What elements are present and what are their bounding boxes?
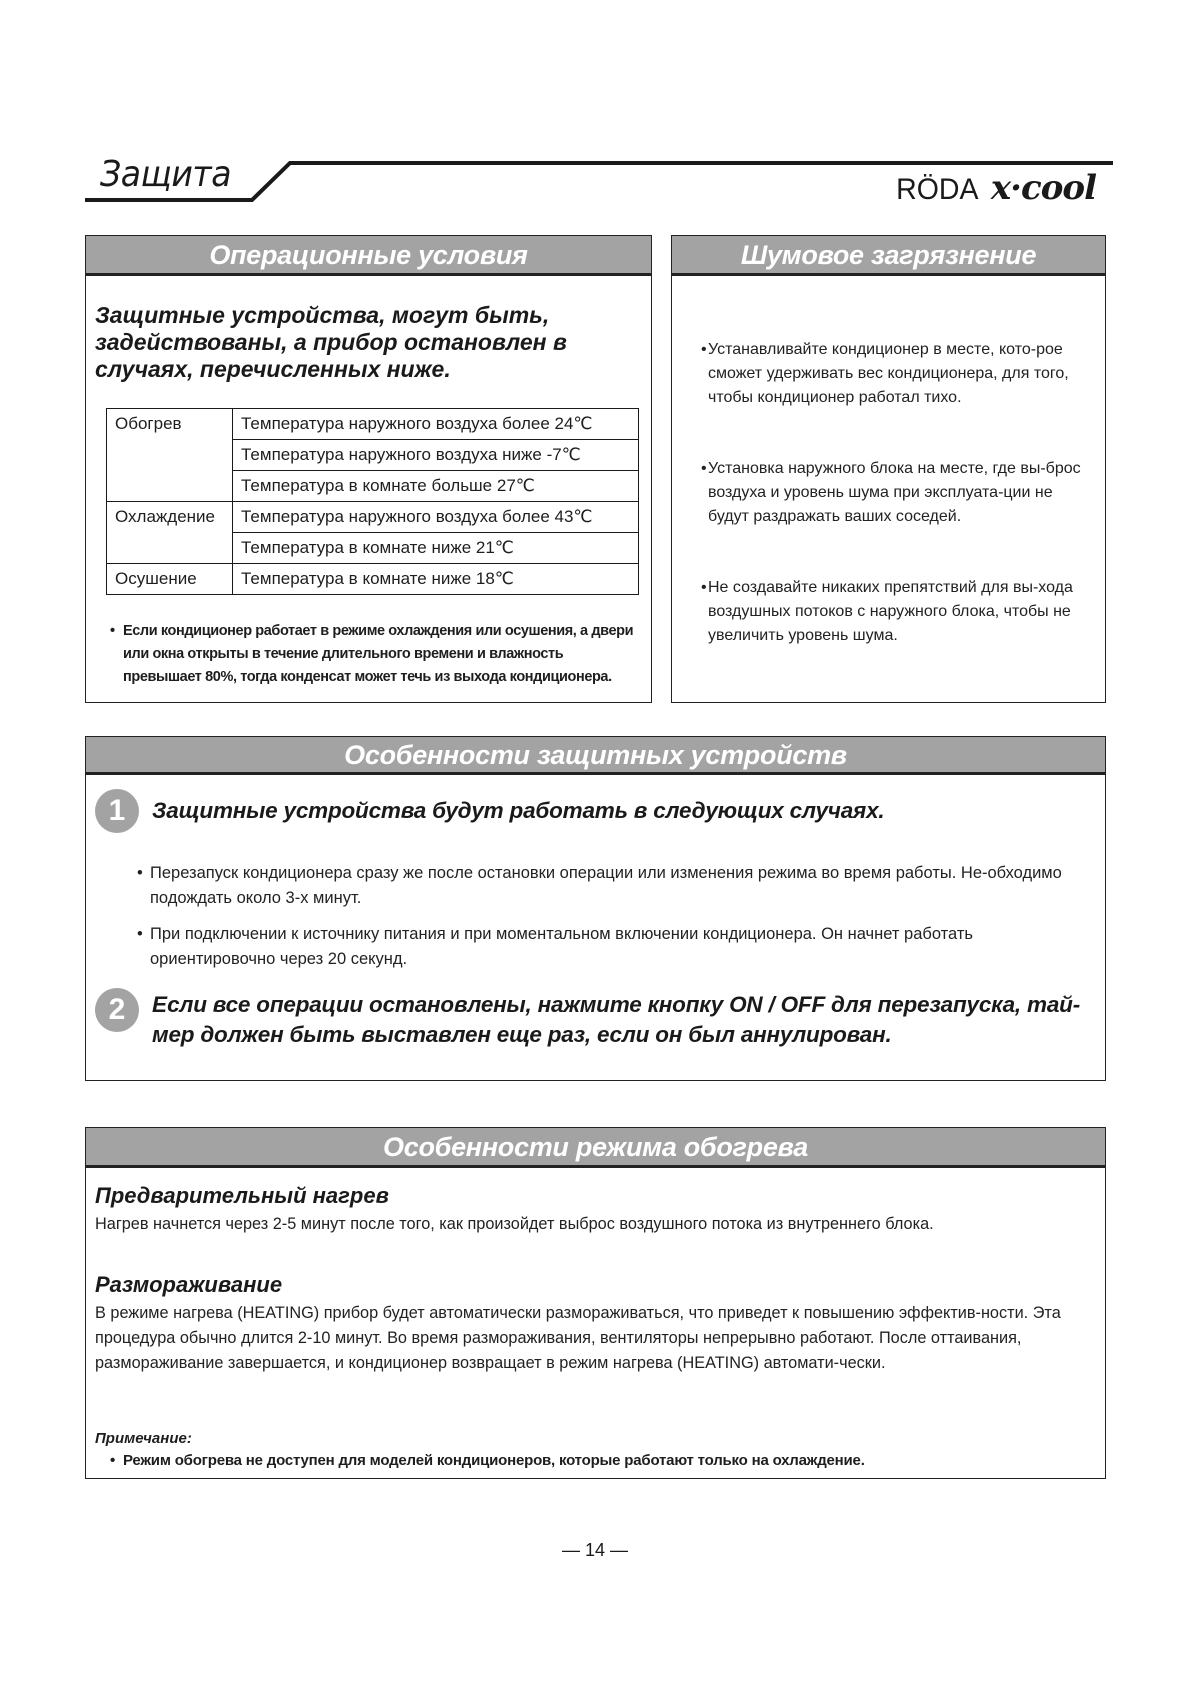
- condensation-note: [110, 620, 640, 689]
- table-row: [107, 409, 639, 440]
- list-item-text: Не создавайте никаких препятствий для вы-хода воздушных потоков с наружного блока, чтобы не увеличить уровень шума.: [708, 579, 1073, 644]
- page-number: — 14 —: [561, 1540, 629, 1560]
- list-item-text: Перезапуск кондиционера сразу же после остановки операции или изменения режима во время работы. Не-обходимо подождать около 3-х минут.: [150, 864, 1062, 907]
- bullet-icon: •: [110, 1452, 116, 1469]
- preheat-title: Предварительный нагрев: [95, 1183, 389, 1208]
- heating-mode-title: Особенности режима обогрева: [86, 1128, 1105, 1168]
- bullet-icon: •: [110, 623, 115, 639]
- condition-cell: Температура в комнате ниже 21℃: [233, 533, 639, 564]
- list-item-text: Устанавливайте кондиционер в месте, кото-рое сможет удерживать вес кондиционера, для того, чтобы кондиционер работал тихо.: [708, 341, 1069, 406]
- mode-cell: [107, 533, 233, 564]
- protection-devices-title: Особенности защитных устройств: [86, 737, 1105, 775]
- table-row: [107, 564, 639, 595]
- list-item-text: При подключении к источнику питания и при моментальном включении кондиционера. Он начнет работать ориентировочно через 20 секунд.: [150, 925, 973, 968]
- brand-logo: [894, 168, 1096, 208]
- condition-cell: Температура наружного воздуха ниже -7℃: [233, 440, 639, 471]
- mode-cell: [107, 471, 233, 502]
- section-title: Защита: [100, 154, 232, 195]
- note-label: Примечание:: [95, 1430, 192, 1447]
- heating-note: [110, 1452, 865, 1469]
- noise-title: Шумовое загрязнение: [672, 236, 1105, 276]
- list-item: [701, 576, 1093, 648]
- bullet-icon: •: [701, 341, 707, 358]
- list-item: [701, 338, 1093, 410]
- page-header: [0, 0, 1190, 220]
- table-row: [107, 440, 639, 471]
- step-2-number-icon: 2: [95, 988, 139, 1032]
- protection-devices-panel: [85, 736, 1106, 1081]
- condition-cell: Температура в комнате ниже 18℃: [233, 564, 639, 595]
- bullet-icon: •: [137, 864, 143, 882]
- step-2-title: Если все операции остановлены, нажмите кнопку ON / OFF для перезапуска, тай-мер должен быть выставлен еще раз, если он был аннулирован.: [152, 992, 1080, 1047]
- defrost-title: Размораживание: [95, 1272, 283, 1297]
- list-item: [137, 861, 1092, 911]
- bullet-icon: •: [701, 460, 707, 477]
- condition-cell: Температура наружного воздуха более 24℃: [233, 409, 639, 440]
- bullet-icon: •: [137, 925, 143, 943]
- list-item: [701, 457, 1093, 529]
- condition-cell: Температура в комнате больше 27℃: [233, 471, 639, 502]
- table-row: [107, 502, 639, 533]
- operating-conditions-panel: [85, 235, 652, 703]
- list-item: [137, 922, 1092, 972]
- bullet-icon: •: [701, 579, 707, 596]
- noise-panel: [671, 235, 1106, 703]
- note-text: Режим обогрева не доступен для моделей кондиционеров, которые работают только на охлаждение.: [123, 1452, 865, 1469]
- mode-cell: Осушение: [107, 564, 233, 595]
- brand-product: x·cool: [990, 168, 1096, 208]
- preheat-text: Нагрев начнется через 2-5 минут после того, как произойдет выброс воздушного потока из внутреннего блока.: [95, 1215, 934, 1233]
- operating-conditions-lead: Защитные устройства, могут быть, задействованы, а прибор остановлен в случаях, перечисленных ниже.: [95, 302, 567, 382]
- step-1-number-icon: 1: [95, 789, 139, 833]
- conditions-table: [106, 408, 639, 595]
- mode-cell: Обогрев: [107, 409, 233, 440]
- table-row: [107, 471, 639, 502]
- operating-conditions-title: Операционные условия: [86, 236, 651, 276]
- mode-cell: Охлаждение: [107, 502, 233, 533]
- defrost-text: В режиме нагрева (HEATING) прибор будет автоматически размораживаться, что приведет к повышению эффектив-ности. Эта процедура обычно длится 2-10 минут. Во время размораживания, вентиляторы непрерывно работают. После оттаивания, размораживание завершается, и кондиционер возвращает в режим нагрева (HEATING) автомати-чески.: [95, 1304, 1061, 1372]
- table-row: [107, 533, 639, 564]
- condition-cell: Температура наружного воздуха более 43℃: [233, 502, 639, 533]
- heating-mode-panel: [85, 1127, 1106, 1479]
- mode-cell: [107, 440, 233, 471]
- brand-name: RÖDA: [896, 173, 979, 206]
- step-1-title: Защитные устройства будут работать в следующих случаях.: [152, 798, 885, 823]
- note-text: Если кондиционер работает в режиме охлаждения или осушения, а двери или окна открыты в течение длительного времени и влажность превышает 80%, тогда конденсат может течь из выхода кондиционера.: [123, 623, 634, 685]
- list-item-text: Установка наружного блока на месте, где вы-брос воздуха и уровень шума при эксплуата-ции не будут раздражать ваших соседей.: [708, 460, 1081, 525]
